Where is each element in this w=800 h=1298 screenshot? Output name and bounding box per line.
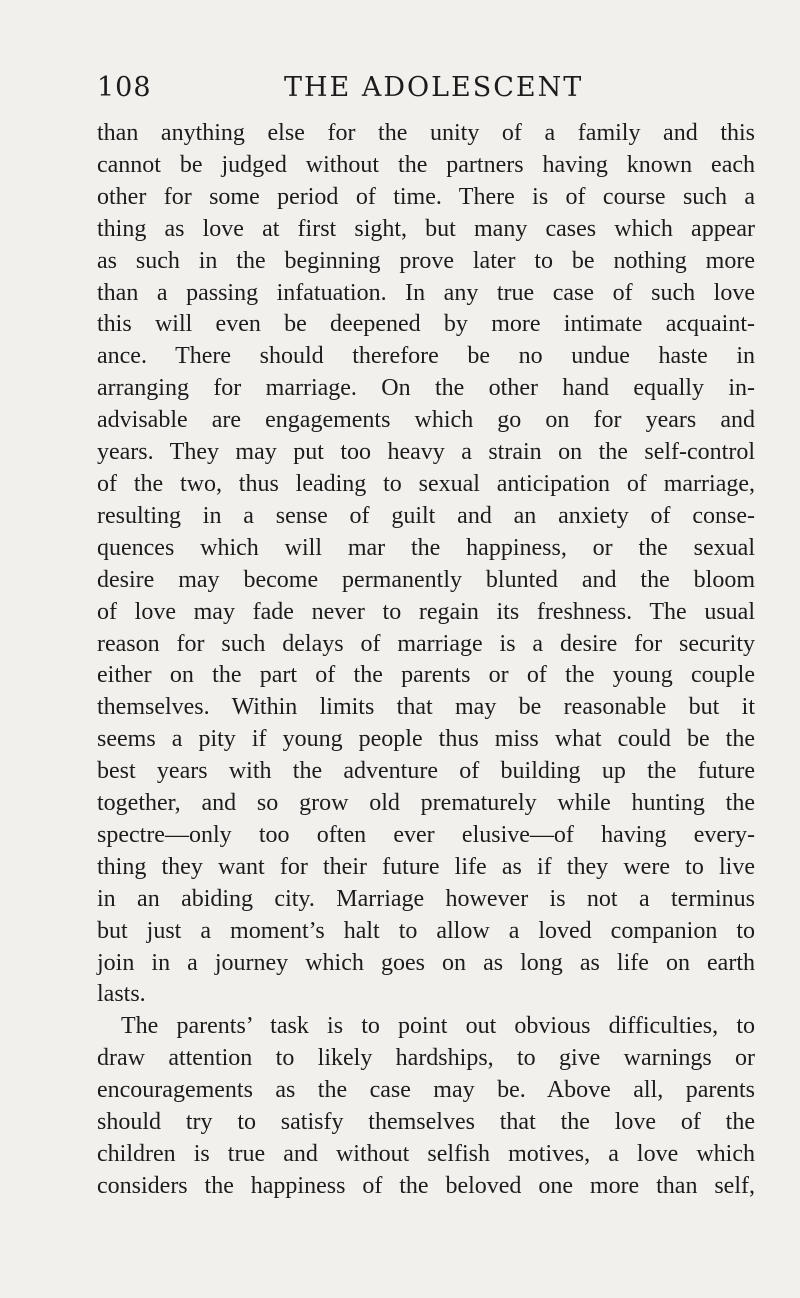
text-line: in an abiding city. Marriage however is not a terminus xyxy=(97,885,755,912)
text-line: but just a moment’s halt to allow a loved companion to xyxy=(97,917,755,944)
text-line: thing as love at first sight, but many cases which appear xyxy=(97,215,755,242)
text-line: of the two, thus leading to sexual anticipation of marriage, xyxy=(97,470,755,497)
paragraph-1 xyxy=(97,118,755,1011)
text-line: than a passing infatuation. In any true case of such love xyxy=(97,279,755,306)
text-line: best years with the adventure of building up the future xyxy=(97,758,755,785)
text-line: spectre—only too often ever elusive—of having every- xyxy=(97,821,755,848)
text-line: The parents’ task is to point out obvious difficulties, to xyxy=(121,1013,755,1040)
text-line: thing they want for their future life as if they were to live xyxy=(97,853,755,880)
text-line: ance. There should therefore be no undue haste in xyxy=(97,343,755,370)
text-line: advisable are engagements which go on for years and xyxy=(97,407,755,434)
text-line: cannot be judged without the partners having known each xyxy=(97,151,755,178)
page-number: 108 xyxy=(97,72,152,103)
running-title: THE ADOLESCENT xyxy=(284,72,584,103)
text-line: considers the happiness of the beloved one more than self, xyxy=(97,1172,755,1199)
text-line: lasts. xyxy=(97,981,146,1008)
text-line: quences which will mar the happiness, or the sexual xyxy=(97,534,755,561)
text-line: join in a journey which goes on as long as life on earth xyxy=(97,949,755,976)
text-line: seems a pity if young people thus miss what could be the xyxy=(97,726,755,753)
text-line: draw attention to likely hardships, to give warnings or xyxy=(97,1045,755,1072)
text-line: themselves. Within limits that may be reasonable but it xyxy=(97,694,755,721)
text-line: arranging for marriage. On the other hand equally in- xyxy=(97,375,755,402)
text-line: desire may become permanently blunted and the bloom xyxy=(97,566,755,593)
text-line: than anything else for the unity of a family and this xyxy=(97,120,755,146)
body-text xyxy=(97,118,755,1203)
text-line: as such in the beginning prove later to be nothing more xyxy=(97,247,755,274)
text-line: together, and so grow old prematurely while hunting the xyxy=(97,790,755,817)
text-line: resulting in a sense of guilt and an anxiety of conse- xyxy=(97,502,755,529)
text-line: other for some period of time. There is of course such a xyxy=(97,183,755,210)
text-line: this will even be deepened by more intimate acquaint- xyxy=(97,311,755,338)
text-line: should try to satisfy themselves that the love of the xyxy=(97,1109,755,1136)
text-line: either on the part of the parents or of the young couple xyxy=(97,662,755,689)
text-line: children is true and without selfish motives, a love which xyxy=(97,1141,755,1167)
paragraph-2 xyxy=(97,1011,755,1202)
page-header xyxy=(97,72,707,112)
text-line: years. They may put too heavy a strain on the self-control xyxy=(97,439,755,466)
text-line: of love may fade never to regain its freshness. The usual xyxy=(97,598,755,625)
text-line: reason for such delays of marriage is a desire for security xyxy=(97,630,755,657)
text-line: encouragements as the case may be. Above all, parents xyxy=(97,1077,755,1104)
